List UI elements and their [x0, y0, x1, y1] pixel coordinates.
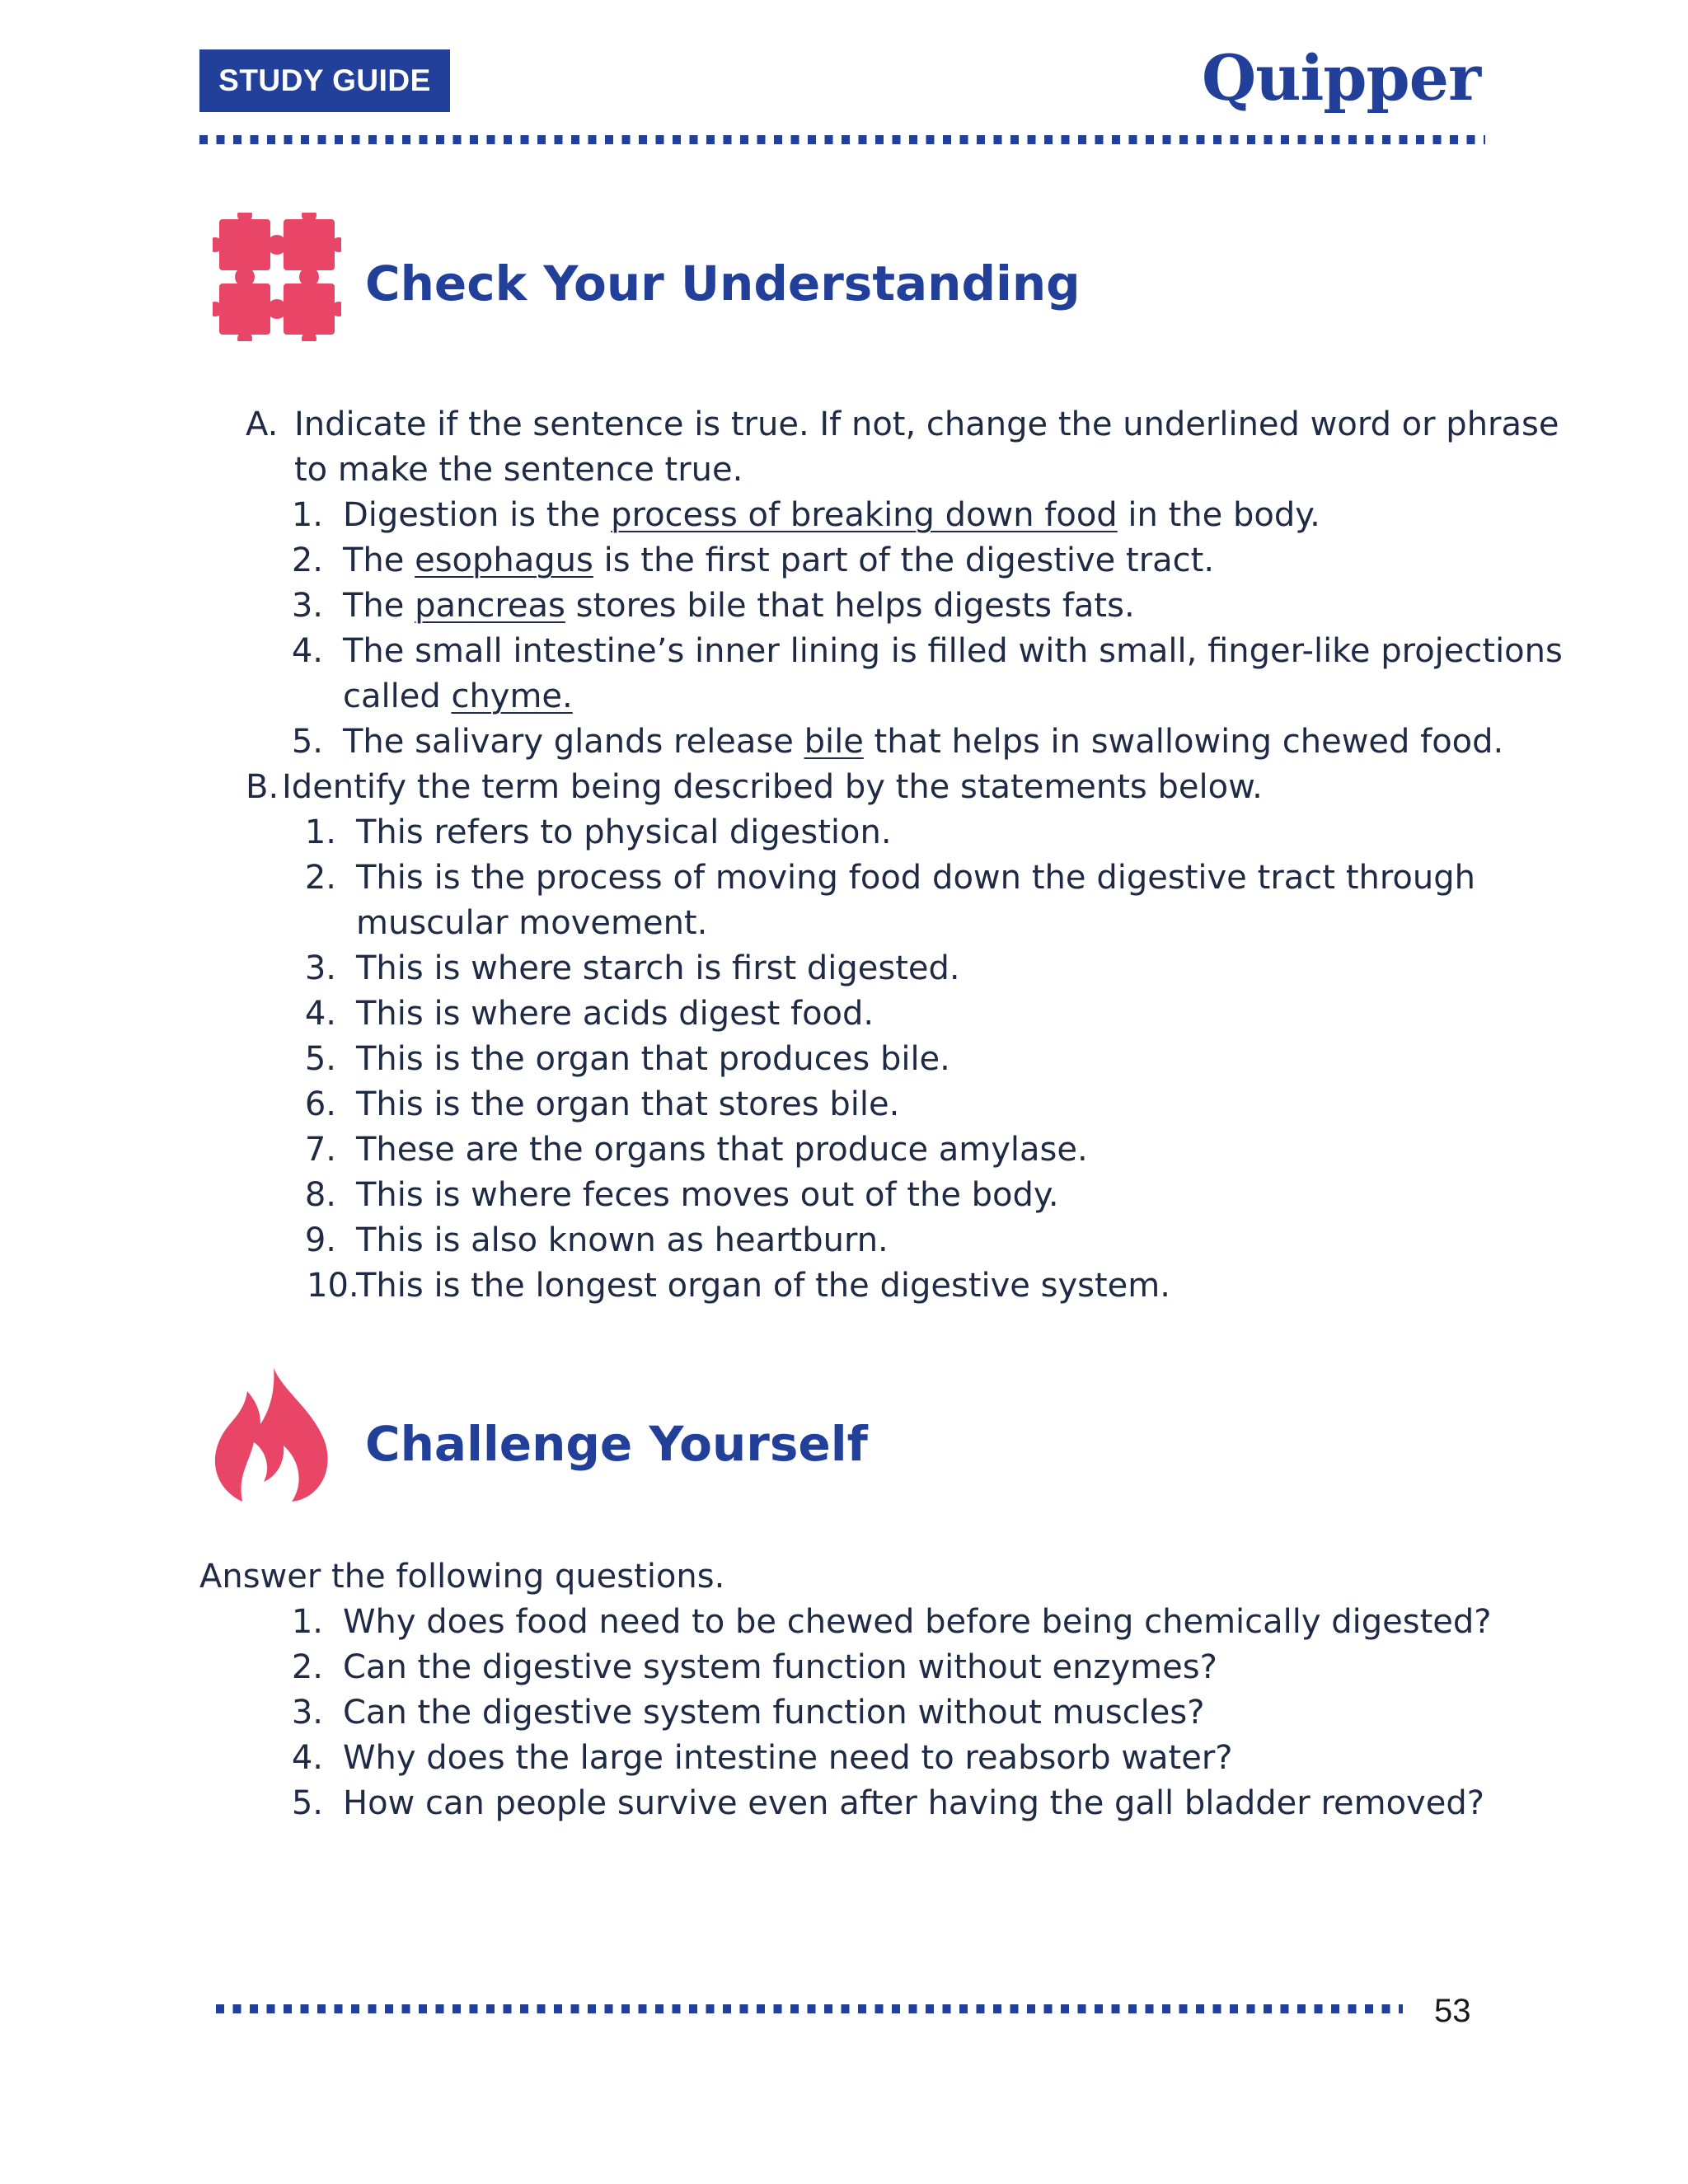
part-b-item: This is the organ that produces bile. — [356, 1040, 950, 1078]
challenge-item-number: 5. — [291, 1784, 323, 1822]
challenge-question: Can the digestive system function without muscles? — [343, 1694, 1205, 1732]
part-b-item-number: 2. — [304, 859, 336, 897]
brand-logo: Quipper — [1201, 41, 1480, 115]
part-a-instruction-line2: to make the sentence true. — [294, 451, 743, 489]
part-a-item: The pancreas stores bile that helps digests fats. — [343, 587, 1135, 625]
header-dotted-divider — [199, 135, 1485, 145]
part-a-item: Digestion is the process of breaking down food in the body. — [343, 496, 1320, 534]
part-a-item-line1: The small intestine’s inner lining is filled with small, finger-like projections — [343, 632, 1563, 670]
challenge-item-number: 1. — [291, 1603, 323, 1641]
part-b-instruction: Identify the term being described by the statements below. — [282, 768, 1263, 806]
underlined-phrase: bile — [804, 723, 864, 761]
part-b-item: These are the organs that produce amylase. — [356, 1131, 1088, 1169]
flame-icon — [213, 1366, 333, 1503]
part-b-item-number: 5. — [304, 1040, 336, 1078]
part-b-item: This is the longest organ of the digestive system. — [356, 1267, 1170, 1305]
part-a-item: The salivary glands release bile that helps in swallowing chewed food. — [343, 723, 1504, 761]
part-b-item: This is also known as heartburn. — [356, 1221, 889, 1259]
footer-dotted-divider — [216, 2004, 1403, 2014]
challenge-item-number: 4. — [291, 1739, 323, 1777]
page-number: 53 — [1434, 1993, 1471, 2029]
part-a-item-number: 2. — [291, 541, 323, 579]
challenge-question: How can people survive even after having the gall bladder removed? — [343, 1784, 1484, 1822]
underlined-phrase: process of breaking down food — [611, 496, 1118, 534]
puzzle-icon — [213, 213, 341, 341]
part-b-item: This is where feces moves out of the body. — [356, 1176, 1059, 1214]
part-a-item-number: 1. — [291, 496, 323, 534]
underlined-phrase: esophagus — [415, 541, 593, 579]
part-b-item: This is where acids digest food. — [356, 995, 874, 1033]
part-b-item-number: 9. — [304, 1221, 336, 1259]
challenge-item-number: 2. — [291, 1648, 323, 1686]
part-b-marker: B. — [246, 768, 279, 806]
part-b-item-number: 4. — [304, 995, 336, 1033]
section-title-check-understanding: Check Your Understanding — [365, 255, 1081, 312]
challenge-intro: Answer the following questions. — [199, 1558, 725, 1596]
part-b-item-number: 3. — [304, 949, 336, 987]
underlined-phrase: pancreas — [415, 587, 565, 625]
part-b-item: muscular movement. — [356, 904, 708, 942]
challenge-question: Why does the large intestine need to reabsorb water? — [343, 1739, 1233, 1777]
part-b-item-number: 8. — [304, 1176, 336, 1214]
part-b-item: This is where starch is first digested. — [356, 949, 960, 987]
part-a-item-number: 3. — [291, 587, 323, 625]
challenge-item-number: 3. — [291, 1694, 323, 1732]
study-guide-badge: STUDY GUIDE — [199, 49, 450, 112]
part-a-item-number: 5. — [291, 723, 323, 761]
part-a-item-number: 4. — [291, 632, 323, 670]
challenge-question: Why does food need to be chewed before being chemically digested? — [343, 1603, 1492, 1641]
part-b-item: This refers to physical digestion. — [356, 813, 892, 851]
challenge-question: Can the digestive system function without enzymes? — [343, 1648, 1217, 1686]
part-a-marker: A. — [246, 405, 279, 443]
section-title-challenge-yourself: Challenge Yourself — [365, 1416, 868, 1472]
part-b-item-number: 6. — [304, 1085, 336, 1123]
part-a-item: The esophagus is the first part of the digestive tract. — [343, 541, 1215, 579]
part-b-item-number: 7. — [304, 1131, 336, 1169]
part-b-item-number: 1. — [304, 813, 336, 851]
part-a-instruction-line1: Indicate if the sentence is true. If not, change the underlined word or phrase — [294, 405, 1559, 443]
part-a-item: called chyme. — [343, 677, 573, 715]
part-b-item-line1: This is the process of moving food down the digestive tract through — [356, 859, 1475, 897]
underlined-phrase: chyme. — [451, 677, 573, 715]
part-b-item: This is the organ that stores bile. — [356, 1085, 900, 1123]
part-b-item-number: 10. — [307, 1267, 359, 1305]
